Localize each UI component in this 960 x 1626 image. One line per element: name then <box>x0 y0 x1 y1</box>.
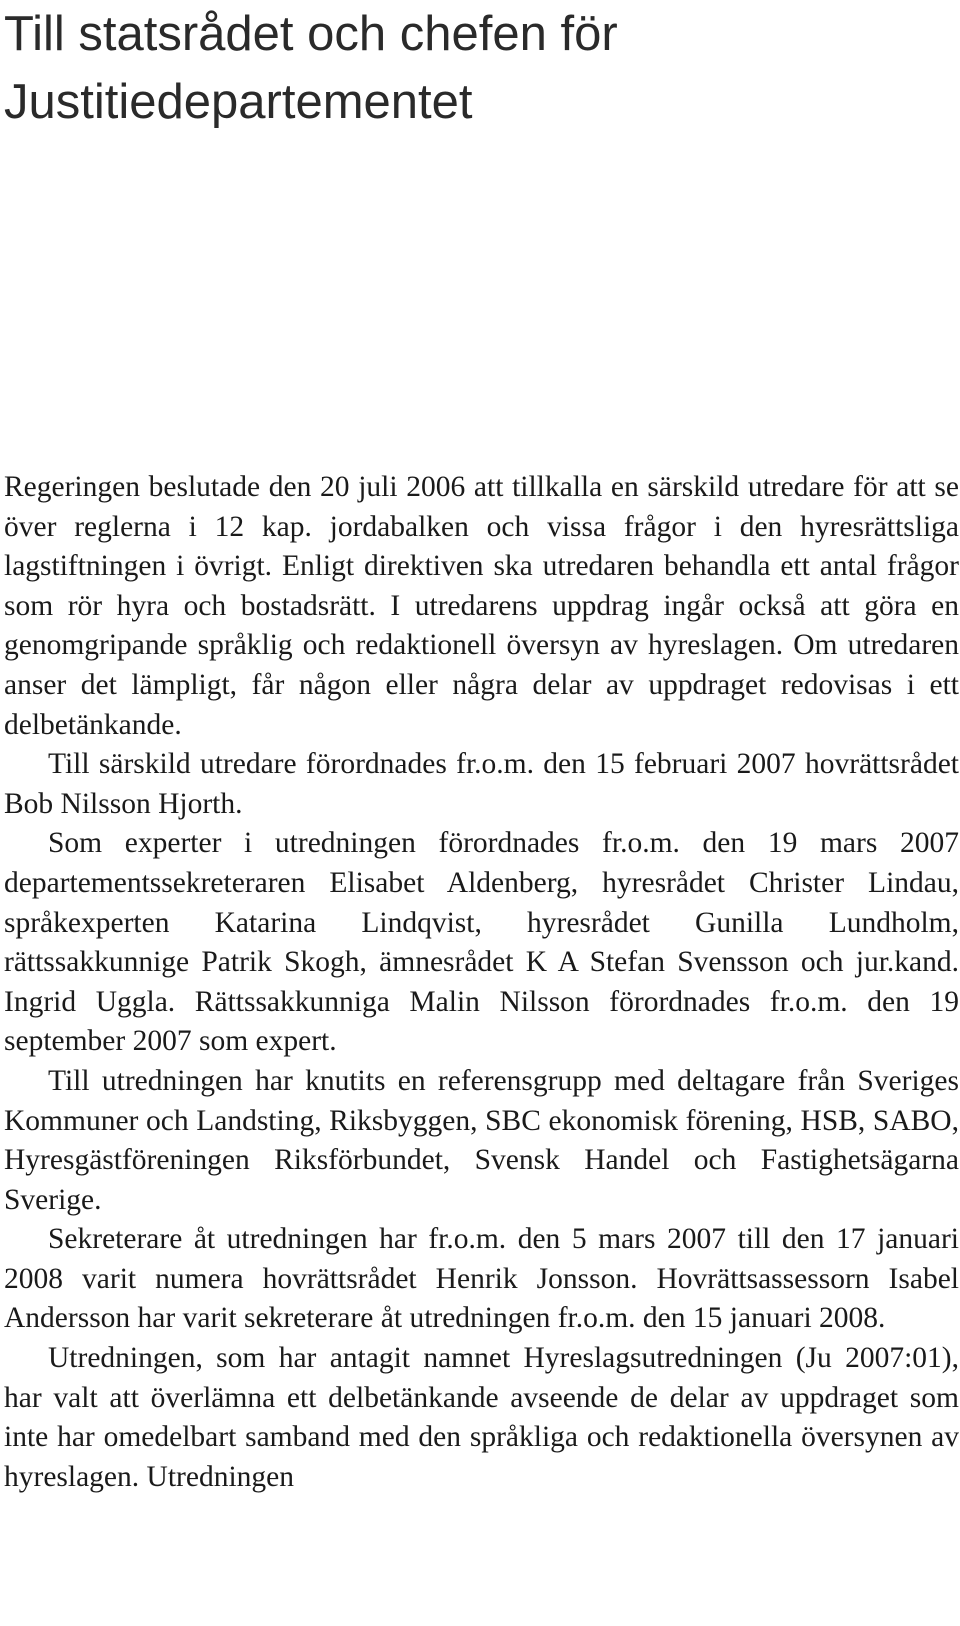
page-title: Till statsrådet och chefen för Justitiedepartementet <box>4 7 618 129</box>
paragraph-secretary: Sekreterare åt utredningen har fr.o.m. den 5 mars 2007 till den 17 januari 2008 varit numera hovrättsrådet Henrik Jonsson. Hovrättsassessorn Isabel Andersson har varit sekreterare åt utredningen fr.o.m. den 15 januari 2008. <box>4 1223 959 1335</box>
paragraph-experts: Som experter i utredningen förordnades fr.o.m. den 19 mars 2007 departementssekreteraren Elisabet Aldenberg, hyresrådet Christer Lindau, språkexperten Katarina Lindqvist, hyresrådet Gunilla Lundholm, rättssakkunnige Patrik Skogh, ämnesrådet K A Stefan Svensson och jur.kand. Ingrid Uggla. Rättssakkunniga Malin Nilsson förordnades fr.o.m. den 19 september 2007 som expert. <box>4 827 959 1058</box>
paragraph-special-investigator: Till särskild utredare förordnades fr.o.m. den 15 februari 2007 hovrättsrådet Bob Nilsson Hjorth. <box>4 748 959 820</box>
paragraph-directive: Regeringen beslutade den 20 juli 2006 att tillkalla en särskild utredare för att se över reglerna i 12 kap. jordabalken och vissa frågor i den hyresrättsliga lagstiftningen i övrigt. Enligt direktiven ska utredaren behandla ett antal frågor som rör hyra och bostadsrätt. I utredarens uppdrag ingår också att göra en genomgripande språklig och redaktionell översyn av hyreslagen. Om utredaren anser det lämpligt, får någon eller några delar av uppdraget redovisas i ett delbetänkande. <box>4 471 959 741</box>
paragraph-interim-report: Utredningen, som har antagit namnet Hyreslagsutredningen (Ju 2007:01), har valt att överlämna ett delbetänkande avseende de delar av uppdraget som inte har omedelbart samband med den språkliga och redaktionella översynen av hyreslagen. Utredningen <box>4 1342 959 1493</box>
paragraph-reference-group: Till utredningen har knutits en referensgrupp med deltagare från Sveriges Kommuner och Landsting, Riksbyggen, SBC ekonomisk förening, HSB, SABO, Hyresgästföreningen Riksförbundet, Svensk Handel och Fastighetsägarna Sverige. <box>4 1064 959 1216</box>
body-text <box>4 468 959 1497</box>
